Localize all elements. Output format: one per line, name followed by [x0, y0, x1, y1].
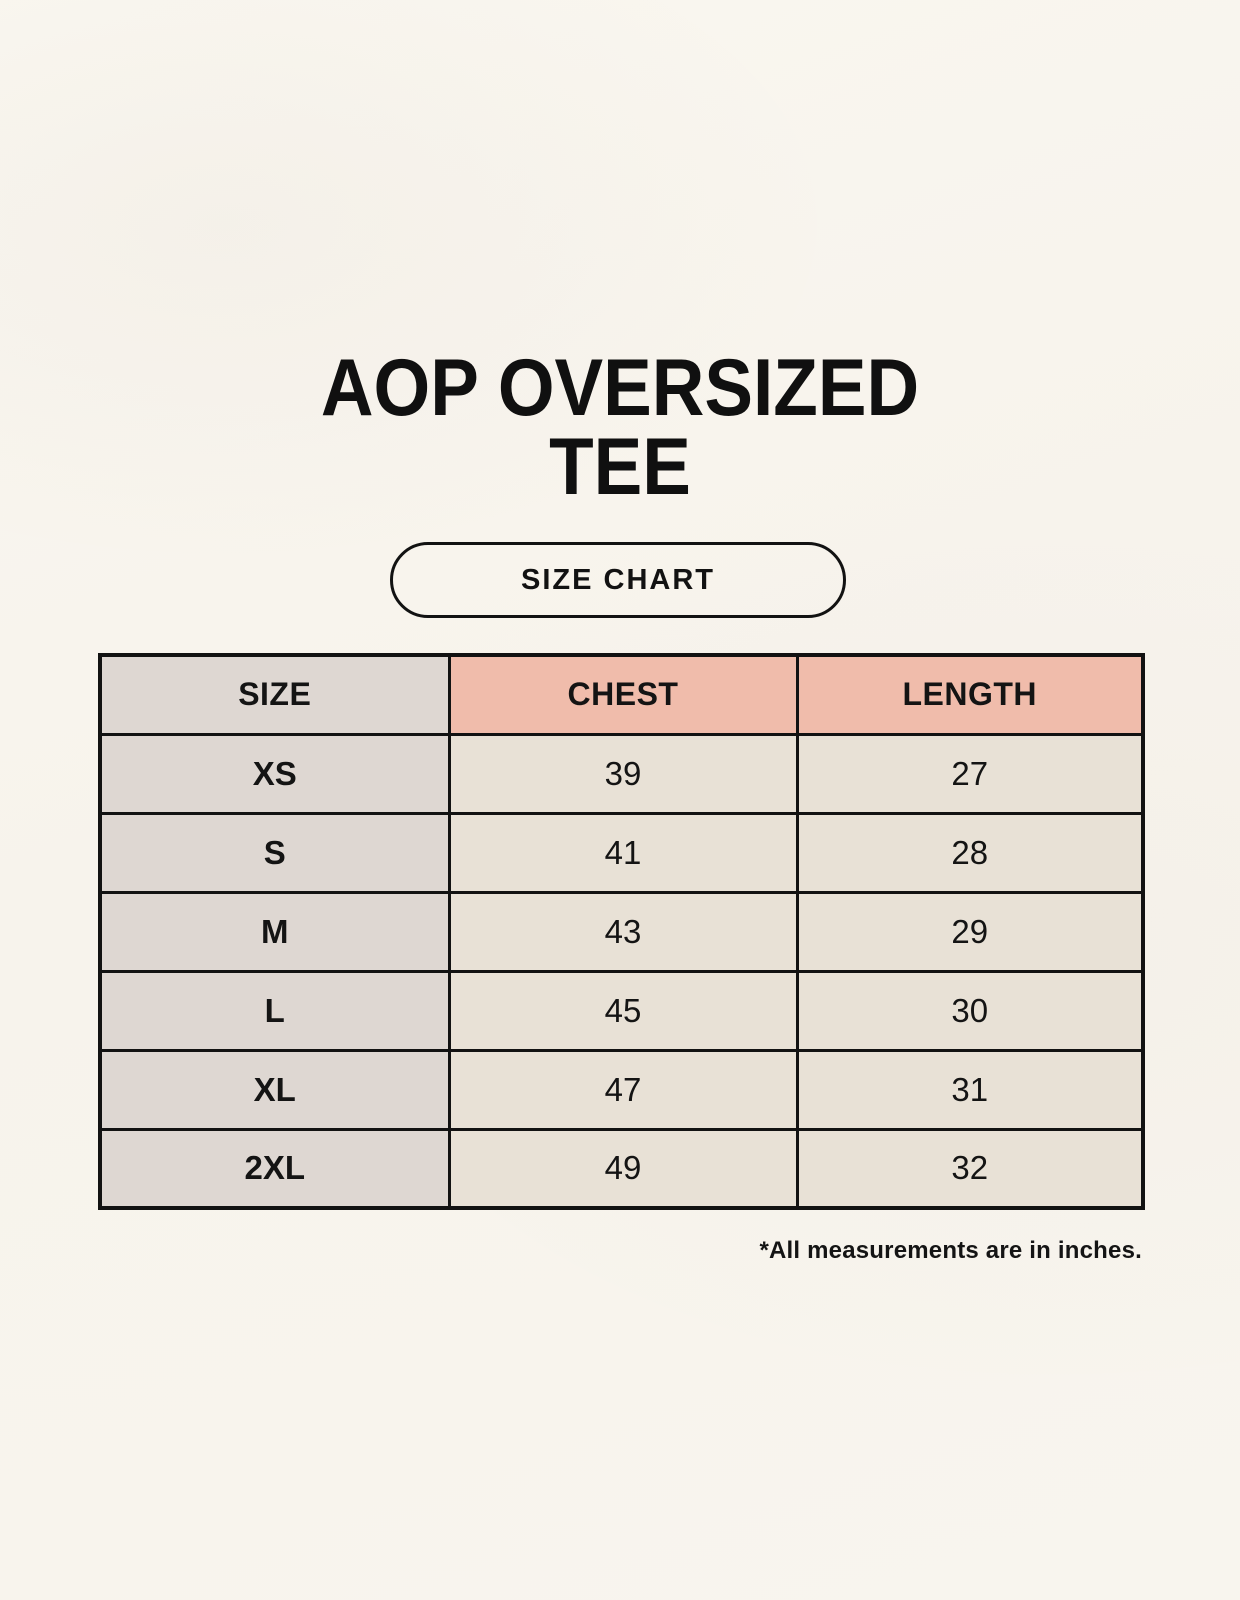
table-row-2xl: [100, 1129, 1143, 1208]
table-row-m: [100, 892, 1143, 971]
table-row-s: [100, 813, 1143, 892]
table-row-xl: [100, 1050, 1143, 1129]
size-label: M: [100, 892, 449, 971]
page-title-line-1: AOP OVERSIZED: [320, 343, 920, 433]
page-title-line-2: TEE: [549, 422, 691, 512]
size-label: XS: [100, 734, 449, 813]
chest-value: 43: [449, 892, 797, 971]
page-title: [62, 343, 1178, 512]
header-length: LENGTH: [797, 655, 1143, 734]
length-value: 30: [797, 971, 1143, 1050]
measurements-footnote: *All measurements are in inches.: [759, 1237, 1142, 1264]
size-chart-button-label: SIZE CHART: [521, 563, 715, 596]
length-value: 32: [797, 1129, 1143, 1208]
chest-value: 47: [449, 1050, 797, 1129]
table-row-l: [100, 971, 1143, 1050]
chest-value: 45: [449, 971, 797, 1050]
size-chart-button[interactable]: [390, 542, 846, 618]
header-chest: CHEST: [449, 655, 797, 734]
length-value: 27: [797, 734, 1143, 813]
chest-value: 41: [449, 813, 797, 892]
size-chart-table: [98, 653, 1145, 1210]
table-row-xs: [100, 734, 1143, 813]
size-label: L: [100, 971, 449, 1050]
length-value: 28: [797, 813, 1143, 892]
length-value: 31: [797, 1050, 1143, 1129]
chest-value: 39: [449, 734, 797, 813]
size-label: XL: [100, 1050, 449, 1129]
size-label: S: [100, 813, 449, 892]
size-label: 2XL: [100, 1129, 449, 1208]
length-value: 29: [797, 892, 1143, 971]
table-header-row: [100, 655, 1143, 734]
chest-value: 49: [449, 1129, 797, 1208]
header-size: SIZE: [100, 655, 449, 734]
